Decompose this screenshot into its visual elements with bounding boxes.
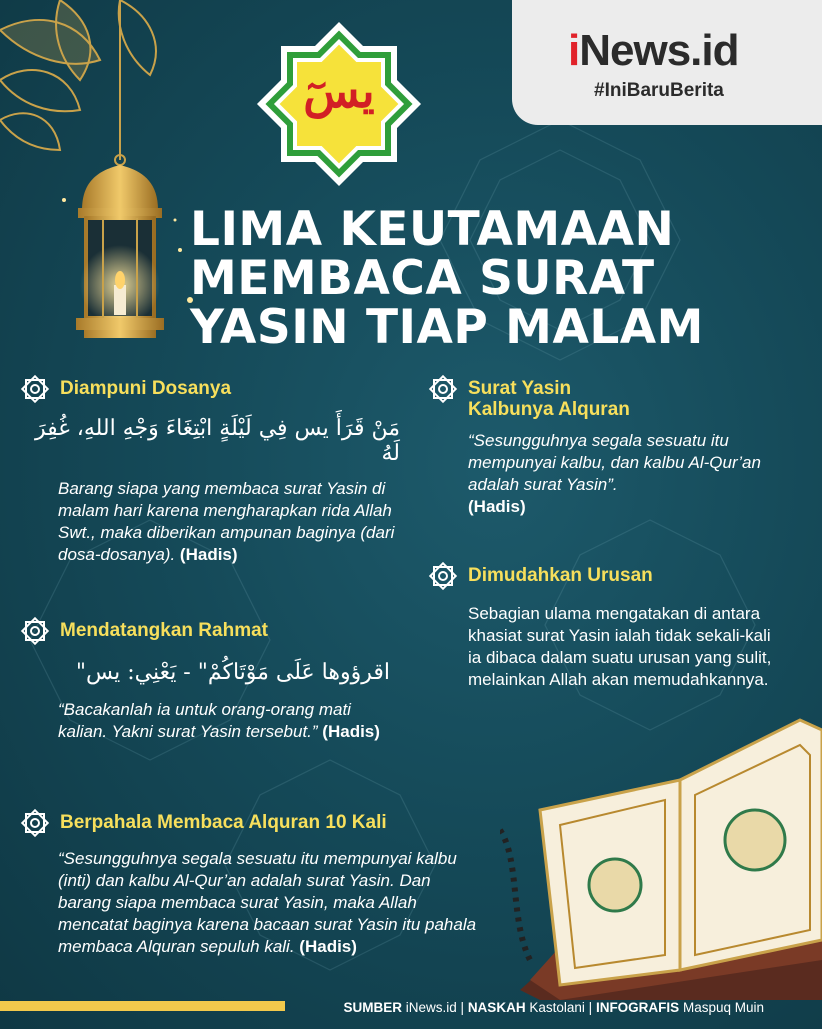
- section-title: Mendatangkan Rahmat: [60, 620, 268, 641]
- star-bullet-icon: [20, 374, 50, 404]
- footer-naskah-value: Kastolani: [529, 1000, 585, 1015]
- star-bullet-icon: [20, 616, 50, 646]
- section-body-text: Barang siapa yang membaca surat Yasin di malam hari karena mengharapkan rida Allah Swt., maka diberikan ampunan baginya (dari dosa-dosanya).: [58, 479, 395, 564]
- section-arabic: اقرؤوها عَلَى مَوْتَاكُمْ" - يَعْنِي: يس": [75, 660, 390, 685]
- section-body: Sebagian ulama mengatakan di antara khasiat surat Yasin ialah tidak sekali-kali ia dibaca dalam suatu urusan yang sulit, melainkan Allah akan memudahkannya.: [468, 604, 772, 689]
- section-source: (Hadis): [322, 722, 380, 741]
- section-body: [20, 848, 488, 958]
- section-source: (Hadis): [468, 497, 526, 516]
- section-dimudahkan: [428, 565, 798, 691]
- footer-sumber-value: iNews.id: [405, 1000, 457, 1015]
- section-body: [20, 478, 400, 566]
- footer-infografis-label: INFOGRAFIS: [595, 1000, 680, 1015]
- section-kalbunya: [428, 378, 788, 518]
- footer-sumber-label: SUMBER: [343, 1000, 402, 1015]
- lantern-icon: [60, 0, 210, 345]
- brand-logo: [568, 26, 739, 76]
- title-line-2: MEMBACA SURAT: [190, 251, 655, 306]
- footer-infografis-value: Maspuq Muin: [682, 1000, 764, 1015]
- quran-book-icon: [500, 700, 822, 1000]
- section-source: (Hadis): [299, 937, 357, 956]
- section-title: Diampuni Dosanya: [60, 378, 232, 399]
- brand-logo-rest: News.id: [579, 26, 739, 75]
- footer-separator: |: [588, 1000, 593, 1015]
- footer-credits: [343, 1000, 764, 1015]
- star-bullet-icon: [428, 561, 458, 591]
- brand-box: [512, 0, 822, 125]
- section-berpahala: [20, 812, 495, 958]
- star-bullet-icon: [20, 808, 50, 838]
- section-body-text: “Bacakanlah ia untuk orang-orang mati kalian. Yakni surat Yasin tersebut.”: [58, 700, 351, 741]
- brand-logo-i: i: [568, 26, 580, 75]
- section-body: [428, 430, 768, 518]
- section-title: Berpahala Membaca Alquran 10 Kali: [60, 812, 387, 833]
- section-diampuni: [20, 378, 400, 566]
- section-title-line-2: Kalbunya Alquran: [468, 399, 630, 420]
- section-body-text: “Sesungguhnya segala sesuatu itu mempunyai kalbu, dan kalbu Al-Qur’an adalah surat Yasin”.: [468, 431, 761, 494]
- title-line-3: YASIN TIAP MALAM: [190, 300, 704, 355]
- star-bullet-icon: [428, 374, 458, 404]
- section-arabic: مَنْ قَرَأَ يس فِي لَيْلَةٍ ابْتِغَاءَ وَجْهِ اللهِ، غُفِرَ لَهُ: [34, 416, 400, 466]
- footer-separator: |: [460, 1000, 465, 1015]
- section-source: (Hadis): [179, 545, 238, 564]
- section-title: [468, 378, 630, 420]
- section-title: Dimudahkan Urusan: [468, 565, 653, 586]
- footer-naskah-label: NASKAH: [467, 1000, 526, 1015]
- footer-accent-bar: [0, 1001, 285, 1011]
- section-title-line-1: Surat Yasin: [468, 378, 572, 399]
- emblem-text: يسٓ: [303, 64, 375, 118]
- section-body: [20, 699, 400, 743]
- title-line-1: LIMA KEUTAMAAN: [190, 202, 675, 257]
- page-title: [190, 202, 704, 355]
- section-rahmat: [20, 620, 400, 743]
- section-body-text: “Sesungguhnya segala sesuatu itu mempunyai kalbu (inti) dan kalbu Al-Qur’an adalah surat Yasin. Dan barang siapa membaca surat Yasin, maka Allah mencatat baginya karena bacaan surat Yasin itu pahala membaca Alquran sepuluh kali.: [58, 849, 477, 956]
- yasin-emblem: [255, 20, 423, 188]
- brand-hashtag: #IniBaruBerita: [594, 80, 724, 101]
